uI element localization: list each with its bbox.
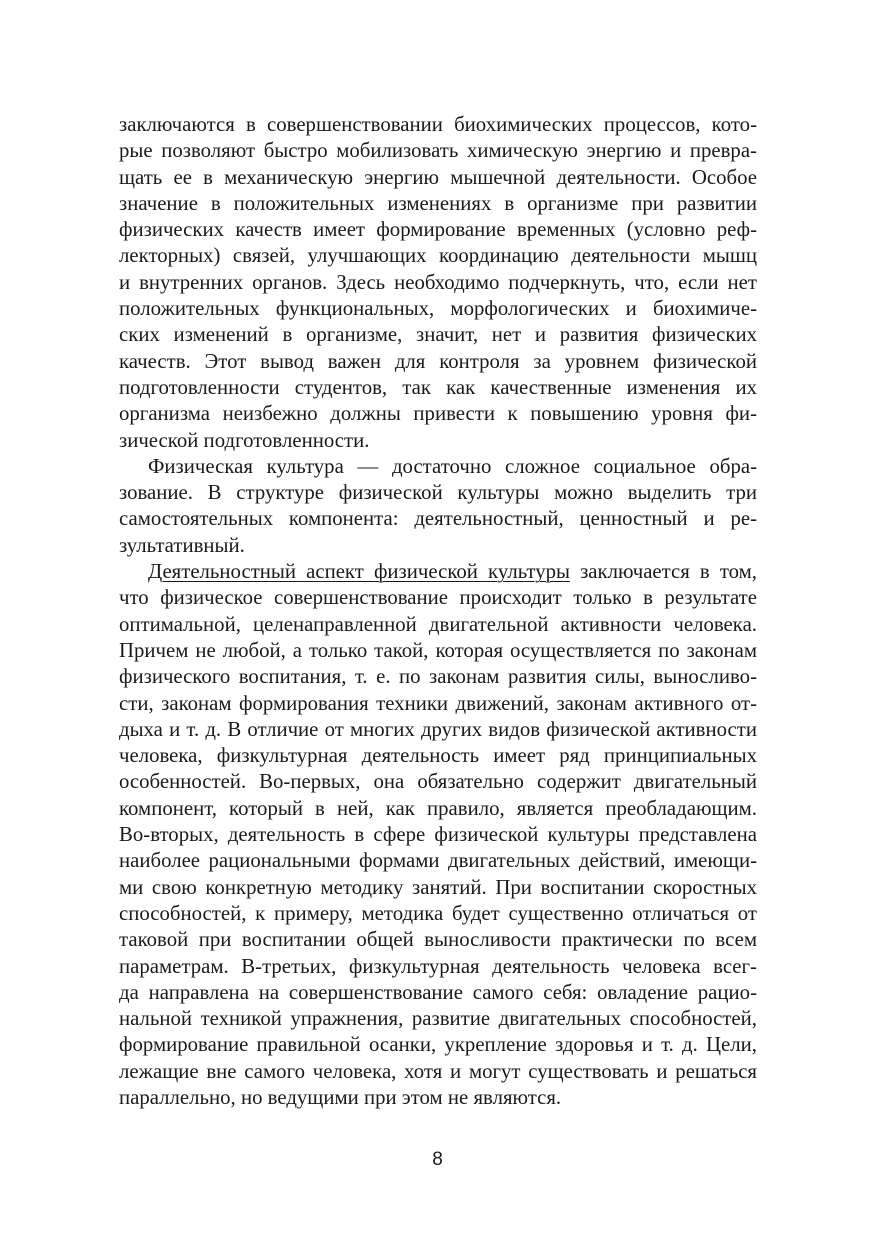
text-line: лежащие вне самого человека, хотя и могут существовать и решаться [119, 1059, 757, 1083]
text-line: самостоятельных компонента: деятельностный, ценностный и ре- [119, 507, 757, 531]
text-line: ми свою конкретную методику занятий. При воспитании скоростных [119, 875, 757, 899]
text-line: дыха и т. д. В отличие от многих других видов физической активности [119, 717, 757, 741]
text-line: положительных функциональных, морфологических и биохимиче- [119, 297, 757, 321]
text-line: качеств. Этот вывод важен для контроля за уровнем физической [119, 349, 757, 373]
text-line: организма неизбежно должны привести к повышению уровня фи- [119, 402, 757, 426]
text-line: формирование правильной осанки, укрепление здоровья и т. д. Цели, [119, 1033, 757, 1057]
text-line: физического воспитания, т. е. по законам развития силы, выносливо- [119, 665, 757, 689]
underlined-term: Деятельностный аспект физической культуры [148, 560, 570, 584]
text-line-lead [119, 559, 757, 585]
text-line: оптимальной, целенаправленной двигательной активности человека. [119, 612, 757, 636]
text-line: особенностей. Во-первых, она обязательно содержит двигательный [119, 770, 757, 794]
text-line: заключаются в совершенствовании биохимических процессов, кото- [119, 113, 757, 136]
text-line: и внутренних органов. Здесь необходимо подчеркнуть, что, если нет [119, 270, 757, 294]
text-line: ских изменений в организме, значит, нет и развития физических [119, 323, 757, 347]
text-line: физических качеств имеет формирование временных (условно реф- [119, 218, 757, 242]
page-body [119, 112, 757, 1111]
text-line: рые позволяют быстро мобилизовать химическую энергию и превра- [119, 139, 757, 163]
text-line: компонент, который в ней, как правило, является преобладающим. [119, 796, 757, 820]
text-line: да направлена на совершенствование самого себя: овладение рацио- [119, 980, 757, 1004]
paragraph-2 [119, 454, 757, 559]
text-line: сти, законам формирования техники движений, законам активного от- [119, 691, 757, 715]
text-line: Физическая культура — достаточно сложное социальное обра- [148, 454, 757, 478]
text-line: значение в положительных изменениях в организме при развитии [119, 191, 757, 215]
text-line: Во-вторых, деятельность в сфере физической культуры представлена [119, 823, 757, 847]
text-line: человека, физкультурная деятельность имеет ряд принципиальных [119, 744, 757, 768]
text-line: щать ее в механическую энергию мышечной деятельности. Особое [119, 165, 757, 189]
page-number: 8 [432, 1149, 443, 1170]
text-line: лекторных) связей, улучшающих координацию деятельности мышц [119, 244, 757, 268]
text-line: зультативный. [119, 533, 245, 557]
text-line: подготовленности студентов, так как качественные изменения их [119, 375, 757, 399]
lead-rest: заключается в том, [569, 560, 757, 584]
text-line: наиболее рациональными формами двигательных действий, имеющи- [119, 849, 757, 873]
text-line: что физическое совершенствование происходит только в результате [119, 586, 757, 610]
text-line: способностей, к примеру, методика будет существенно отличаться от [119, 901, 757, 925]
text-line: параллельно, но ведущими при этом не являются. [119, 1085, 562, 1109]
text-line: зической подготовленности. [119, 428, 370, 452]
text-line: Причем не любой, а только такой, которая осуществляется по законам [119, 638, 757, 662]
text-line: параметрам. В-третьих, физкультурная деятельность человека всег- [119, 954, 757, 978]
text-line: таковой при воспитании общей выносливости практически по всем [119, 928, 757, 952]
text-line: зование. В структуре физической культуры можно выделить три [119, 481, 757, 505]
paragraph-1 [119, 112, 757, 454]
text-line: нальной техникой упражнения, развитие двигательных способностей, [119, 1007, 757, 1031]
paragraph-3 [119, 559, 757, 1111]
